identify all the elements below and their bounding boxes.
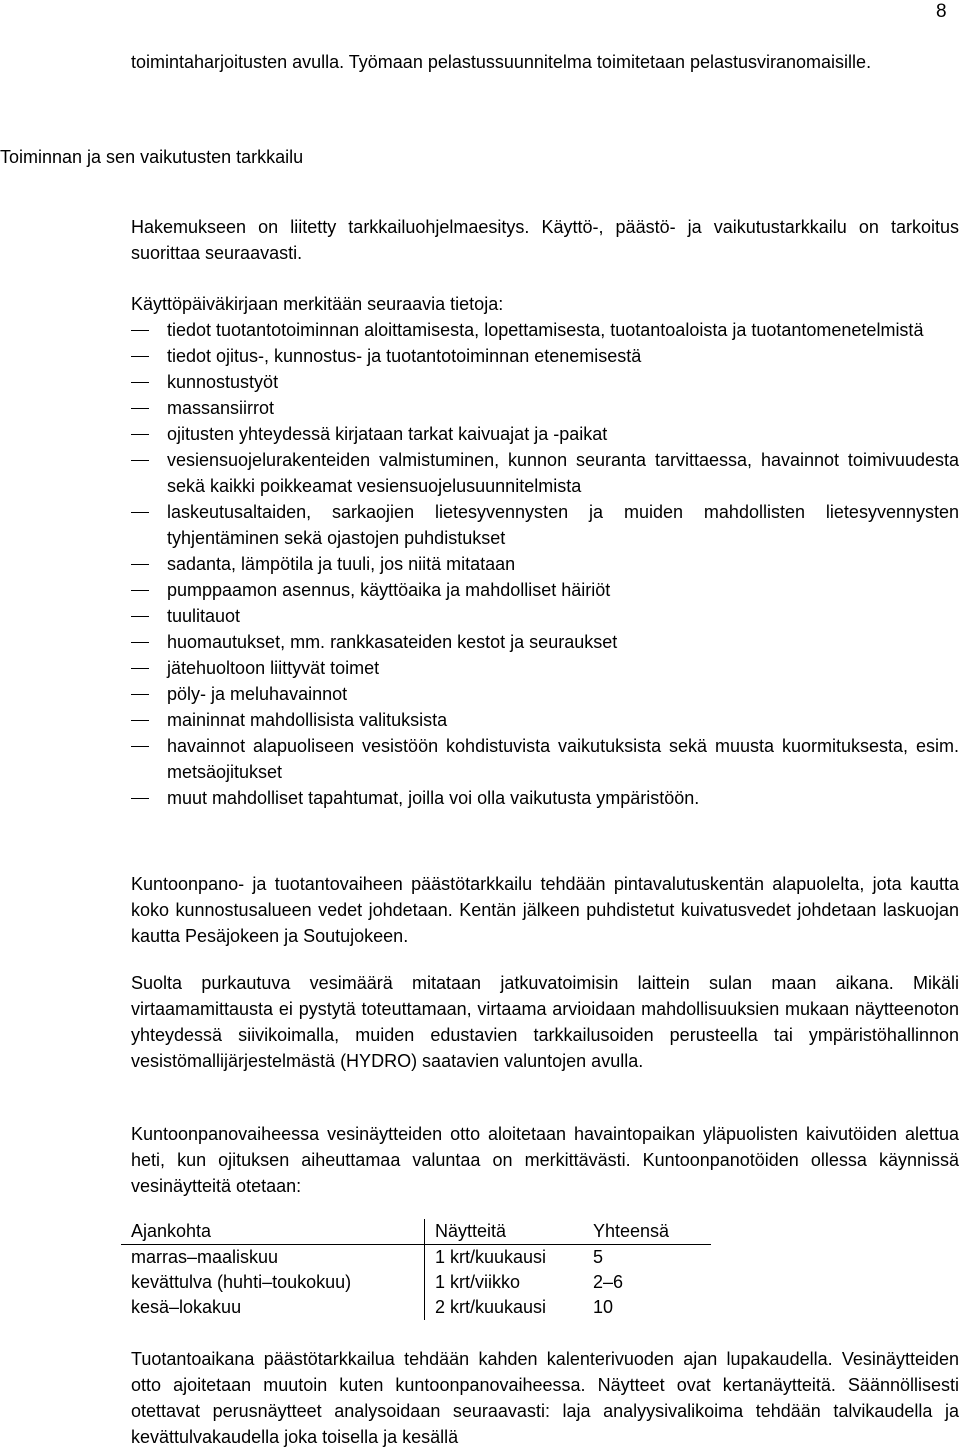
logbook-list xyxy=(131,317,959,811)
table-cell: 1 krt/kuukausi xyxy=(435,1247,547,1267)
paragraph-5 xyxy=(131,1346,959,1450)
table-cell: marras–maaliskuu xyxy=(121,1245,425,1271)
list-item: kunnostustyöt xyxy=(131,369,959,395)
list-item: massansiirrot xyxy=(131,395,959,421)
list-item: huomautukset, mm. rankkasateiden kestot ja seuraukset xyxy=(131,629,959,655)
table-cell: kesä–lokakuu xyxy=(121,1295,425,1320)
paragraph-3-text: Suolta purkautuva vesimäärä mitataan jatkuvatoimisin laittein sulan maan aikana. Mikäli virtaamamittausta ei pystytä toteuttamaan, virtaama arvioidaan mahdollisuuksien mukaan näytteenoton yhteydessä siivikoimalla, muiden edustavien tarkkailusoiden perusteella tai ympäristöhallinnon vesistömallijärjestelmästä (HYDRO) saatavien valuntojen avulla. xyxy=(131,973,959,1071)
table-row xyxy=(121,1295,711,1320)
table-cell: 1 krt/viikko xyxy=(435,1272,521,1292)
list-item: jätehuoltoon liittyvät toimet xyxy=(131,655,959,681)
dash-bullet-icon xyxy=(131,564,149,565)
paragraph-4-text: Kuntoonpanovaiheessa vesinäytteiden otto aloitetaan havaintopaikan yläpuolisten kaivutöiden alettua heti, kun ojituksen aiheuttamaa valuntaa on merkittävästi. Kuntoonpanotöiden ollessa käynnissä vesinäytteitä otetaan: xyxy=(131,1124,959,1196)
list-item: vesiensuojelurakenteiden valmistuminen, kunnon seuranta tarvittaessa, havainnot toimivuudesta sekä kaikki poikkeamat vesiensuojelusuunnitelmista xyxy=(131,447,959,499)
dash-bullet-icon xyxy=(131,616,149,617)
list-item: tiedot tuotantotoiminnan aloittamisesta, lopettamisesta, tuotantoaloista ja tuotantomenetelmistä xyxy=(131,317,959,343)
dash-bullet-icon xyxy=(131,382,149,383)
dash-bullet-icon xyxy=(131,356,149,357)
list-intro: Käyttöpäiväkirjaan merkitään seuraavia tietoja: xyxy=(131,294,504,314)
logbook-list-section xyxy=(131,291,959,811)
list-item: tuulitauot xyxy=(131,603,959,629)
section-heading: Toiminnan ja sen vaikutusten tarkkailu xyxy=(0,147,304,167)
table-cell: 5 xyxy=(593,1247,604,1267)
dash-bullet-icon xyxy=(131,460,149,461)
paragraph-5-text: Tuotantoaikana päästötarkkailua tehdään kahden kalenterivuoden ajan lupakaudella. Vesinäytteiden otto ajoitetaan muutoin kuten kuntoonpanovaiheessa. Näytteet ovat kertanäytteitä. Säännöllisesti otettavat perusnäytteet analysoidaan seuraavasti: laja analyysivalikoima tehdään talvikaudella ja kevättulvakaudella joka toisella ja kesällä xyxy=(131,1349,959,1447)
list-item: maininnat mahdollisista valituksista xyxy=(131,707,959,733)
paragraph-3 xyxy=(131,970,959,1074)
paragraph-2-text: Kuntoonpano- ja tuotantovaiheen päästötarkkailu tehdään pintavalutuskentän alapuolelta, jota kautta koko kunnostusalueen vedet johdetaan. Kentän jälkeen puhdistetut kuivatusvedet johdetaan laskuojan kautta Pesäjokeen ja Soutujokeen. xyxy=(131,874,959,946)
dash-bullet-icon xyxy=(131,512,149,513)
table-cell: kevättulva (huhti–toukokuu) xyxy=(121,1270,425,1295)
dash-bullet-icon xyxy=(131,720,149,721)
list-item: ojitusten yhteydessä kirjataan tarkat kaivuajat ja -paikat xyxy=(131,421,959,447)
intro-paragraph xyxy=(131,49,959,75)
list-item: sadanta, lämpötila ja tuuli, jos niitä mitataan xyxy=(131,551,959,577)
paragraph-1-text: Hakemukseen on liitetty tarkkailuohjelmaesitys. Käyttö-, päästö- ja vaikutustarkkailu on tarkoitus suorittaa seuraavasti. xyxy=(131,217,959,263)
list-item: pöly- ja meluhavainnot xyxy=(131,681,959,707)
table-row xyxy=(121,1270,711,1295)
table-header: Ajankohta xyxy=(121,1219,425,1245)
table-cell: 2–6 xyxy=(593,1272,624,1292)
dash-bullet-icon xyxy=(131,668,149,669)
list-item: havainnot alapuoliseen vesistöön kohdistuvista vaikutuksista sekä muusta kuormituksesta, esim. metsäojitukset xyxy=(131,733,959,785)
intro-text: toimintaharjoitusten avulla. Työmaan pelastussuunnitelma toimitetaan pelastusviranomaisille. xyxy=(131,52,872,72)
list-item: laskeutusaltaiden, sarkaojien lietesyvennysten ja muiden mahdollisten lietesyvennysten tyhjentäminen sekä ojastojen puhdistukset xyxy=(131,499,959,551)
paragraph-2 xyxy=(131,871,959,949)
dash-bullet-icon xyxy=(131,590,149,591)
paragraph-4 xyxy=(131,1121,959,1199)
dash-bullet-icon xyxy=(131,642,149,643)
table-cell: 10 xyxy=(593,1297,614,1317)
list-item: muut mahdolliset tapahtumat, joilla voi olla vaikutusta ympäristöön. xyxy=(131,785,959,811)
dash-bullet-icon xyxy=(131,434,149,435)
dash-bullet-icon xyxy=(131,408,149,409)
paragraph-1 xyxy=(131,214,959,266)
table-header-row xyxy=(121,1219,711,1245)
table-row xyxy=(121,1245,711,1271)
table-header: Yhteensä xyxy=(583,1219,711,1245)
dash-bullet-icon xyxy=(131,746,149,747)
table-cell: 2 krt/kuukausi xyxy=(435,1297,547,1317)
list-item: pumppaamon asennus, käyttöaika ja mahdolliset häiriöt xyxy=(131,577,959,603)
sampling-table xyxy=(121,1219,711,1320)
dash-bullet-icon xyxy=(131,798,149,799)
dash-bullet-icon xyxy=(131,330,149,331)
table-header: Näytteitä xyxy=(425,1219,584,1245)
page-number: 8 xyxy=(936,1,947,22)
dash-bullet-icon xyxy=(131,694,149,695)
list-item: tiedot ojitus-, kunnostus- ja tuotantotoiminnan etenemisestä xyxy=(131,343,959,369)
